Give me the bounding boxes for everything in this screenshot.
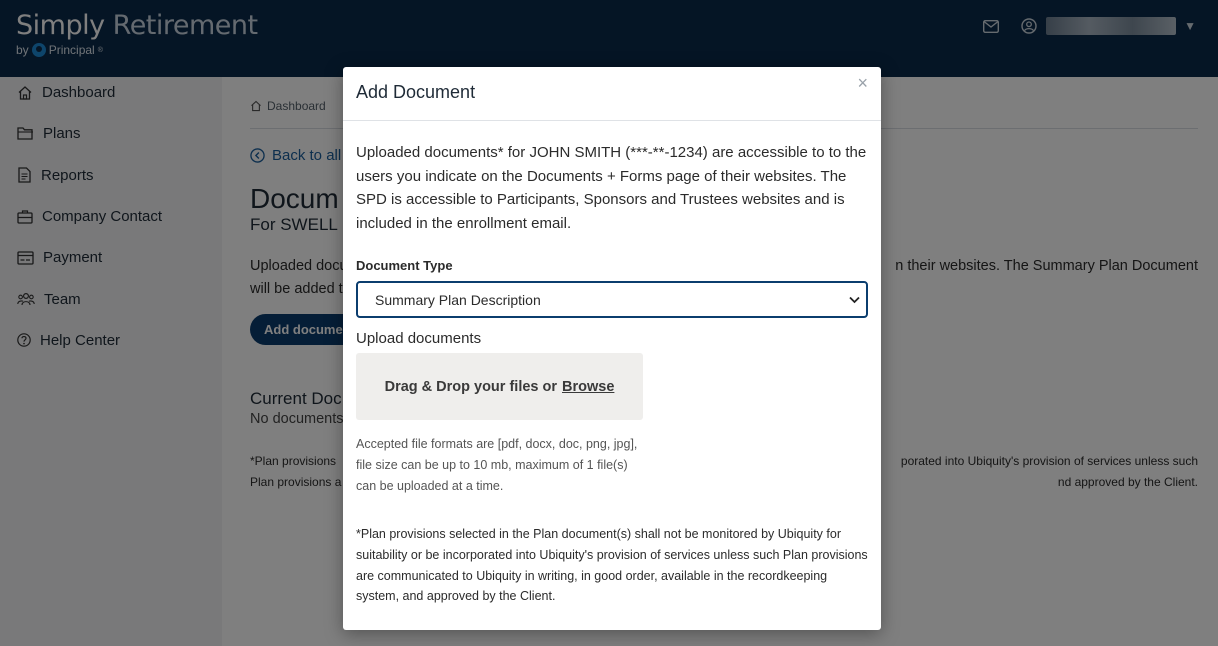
modal-body — [343, 141, 881, 607]
dropzone-text: Drag & Drop your files or — [384, 378, 558, 395]
modal-title: Add Document — [356, 82, 476, 102]
file-dropzone[interactable] — [356, 353, 643, 420]
modal-intro-text: Uploaded documents* for JOHN SMITH (***-**-1234) are accessible to to the users you indicate on the Documents + Forms page of their websites. The SPD is accessible to Participants, Sponsors and Trustees websites and is included in the enrollment email. — [356, 144, 867, 232]
add-document-modal — [343, 67, 881, 630]
chevron-down-icon — [849, 296, 860, 304]
plan-provisions-note: *Plan provisions selected in the Plan document(s) shall not be monitored by Ubiquity for suitability or be incorporated into Ubiquity's provision of services unless such Plan provisions are communicated to Ubiquity in writing, in good order, available in the recordkeeping system, and approved by the Client. — [356, 527, 868, 604]
document-type-value: Summary Plan Description — [375, 291, 541, 308]
close-icon[interactable]: × — [857, 73, 868, 93]
modal-header — [343, 67, 881, 121]
accepted-formats-text: Accepted file formats are [pdf, docx, doc, png, jpg], file size can be up to 10 mb, maximum of 1 file(s) can be uploaded at a time. — [356, 437, 638, 493]
document-type-select[interactable] — [356, 281, 868, 318]
upload-documents-label: Upload documents — [356, 330, 482, 347]
document-type-label: Document Type — [356, 258, 453, 273]
browse-link[interactable]: Browse — [562, 378, 615, 395]
